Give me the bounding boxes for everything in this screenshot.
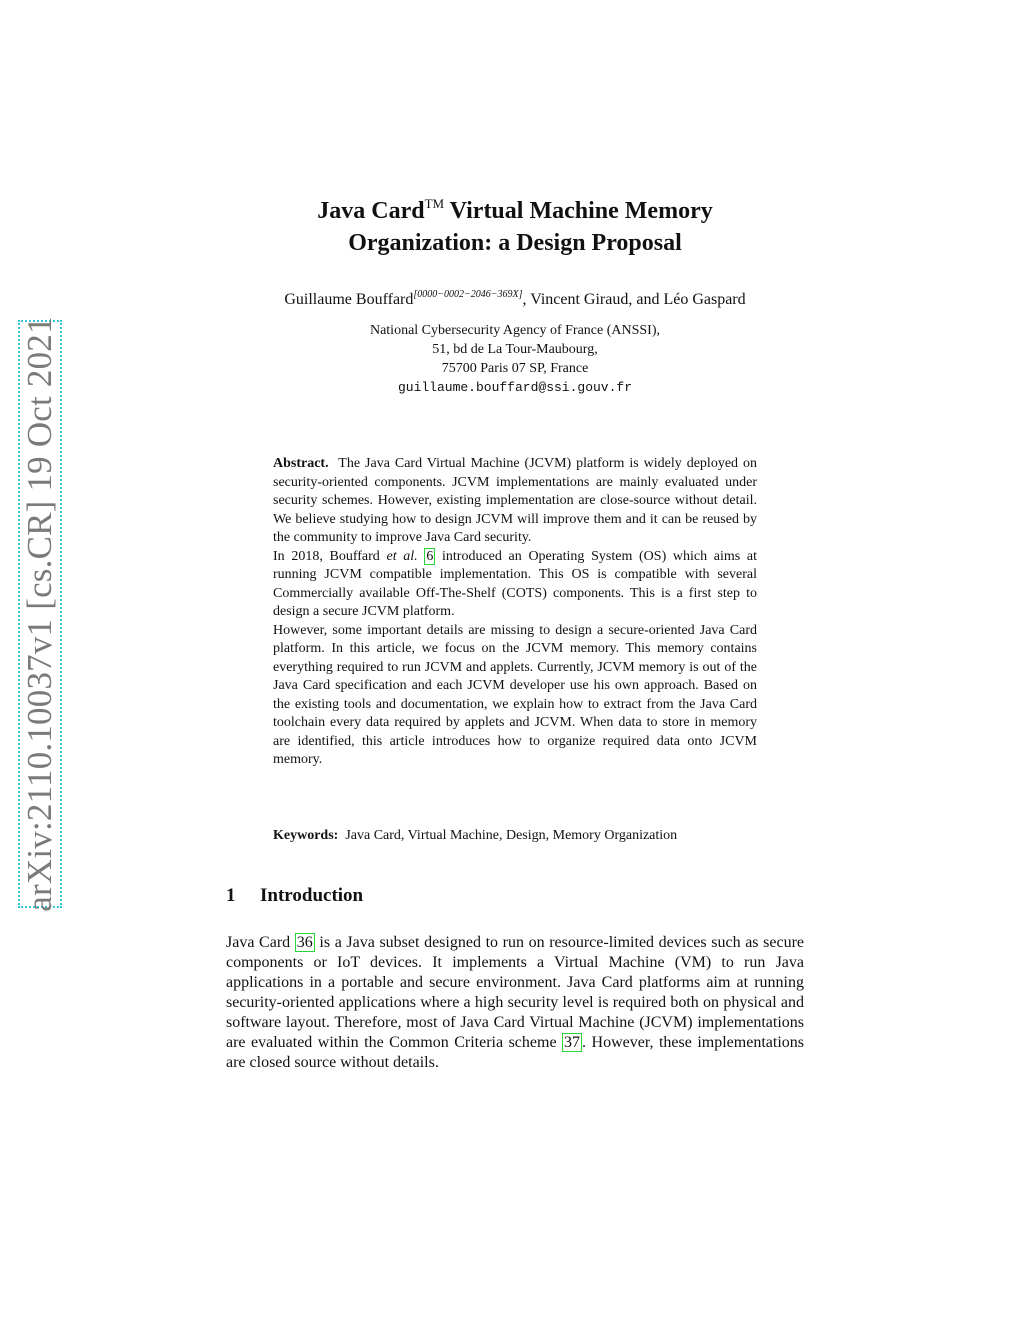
- section-title: Introduction: [260, 885, 364, 906]
- paper-title: [200, 188, 830, 259]
- section-number: 1: [226, 885, 236, 906]
- intro-text-3: . However, these implementations are closed source without details.: [226, 1034, 804, 1071]
- author-list: [200, 283, 830, 312]
- intro-body: [226, 933, 804, 1073]
- abstract-label: Abstract.: [273, 456, 329, 471]
- abstract-p2-post: introduced an Operating System (OS) which aims at running JCVM compatible implementation. This OS is compatible with several Commercially available Off-The-Shelf (COTS) components. This is a first step to design a secure JCVM platform.: [273, 548, 758, 619]
- keywords: [273, 826, 757, 845]
- section-heading: [226, 883, 363, 909]
- citation-link[interactable]: 6: [426, 548, 434, 564]
- affiliation: [200, 321, 830, 397]
- author-rest: , Vincent Giraud, and Léo Gaspard: [522, 291, 746, 308]
- intro-paragraph: [226, 933, 804, 1073]
- arxiv-stamp-text: arXiv:2110.10037v1 [cs.CR] 19 Oct 2021: [20, 316, 59, 912]
- abstract-paragraph-2: [273, 548, 757, 622]
- intro-text-1: Java Card: [226, 934, 295, 951]
- citation-link[interactable]: 37: [564, 1034, 581, 1051]
- abstract: [273, 455, 757, 770]
- arxiv-stamp[interactable]: [18, 316, 62, 912]
- affiliation-org: National Cybersecurity Agency of France (ANSSI),: [369, 323, 661, 338]
- author-first: Guillaume Bouffard: [284, 291, 414, 308]
- title-part-1: Java Card: [317, 198, 425, 224]
- abstract-p1-text: The Java Card Virtual Machine (JCVM) platform is widely deployed on security-oriented components. JCVM implementations are mainly evaluated under security schemes. However, existing implementation are close-source without detail. We believe studying how to design JCVM will improve them and it can be reused by the community to improve Java Card security.: [273, 456, 758, 545]
- citation-link[interactable]: 36: [296, 934, 313, 951]
- abstract-paragraph-3: However, some important details are missing to design a secure-oriented Java Card platform. In this article, we focus on the JCVM memory. This memory contains everything required to run JCVM and applets. Currently, JCVM memory is out of the Java Card specification and each JCVM developer use his own approach. Based on the existing tools and documentation, we explain how to extract from the Java Card toolchain every data required by applets and JCVM. When data to store in memory are identified, this article introduces how to organize required data onto JCVM memory.: [273, 622, 757, 767]
- author-orcid[interactable]: [0000−0002−2046−369X]: [413, 289, 523, 300]
- intro-text-2: is a Java subset designed to run on resource-limited devices such as secure components or IoT devices. It implements a Virtual Machine (VM) to run Java applications in a portable and secure environment. Java Card platforms aim at running security-oriented applications where a high security level is required both on physical and software layout. Therefore, most of Java Card Virtual Machine (JCVM) implementations are evaluated within the Common Criteria scheme: [226, 934, 805, 1051]
- affiliation-street: 51, bd de La Tour-Maubourg,: [432, 342, 598, 357]
- author-email[interactable]: guillaume.bouffard@ssi.gouv.fr: [397, 380, 633, 395]
- keywords-label: Keywords:: [273, 828, 339, 843]
- affiliation-city: 75700 Paris 07 SP, France: [441, 361, 589, 376]
- keywords-text: Java Card, Virtual Machine, Design, Memory Organization: [345, 828, 678, 843]
- title-part-2: Virtual Machine Memory: [444, 198, 713, 224]
- abstract-p2-pre: In 2018, Bouffard: [273, 548, 387, 564]
- trademark-symbol: TM: [424, 196, 445, 211]
- abstract-paragraph-1: [273, 455, 757, 548]
- abstract-p2-etal: et al.: [386, 548, 418, 564]
- title-line-1: [200, 188, 830, 227]
- title-line-2: Organization: a Design Proposal: [348, 230, 682, 256]
